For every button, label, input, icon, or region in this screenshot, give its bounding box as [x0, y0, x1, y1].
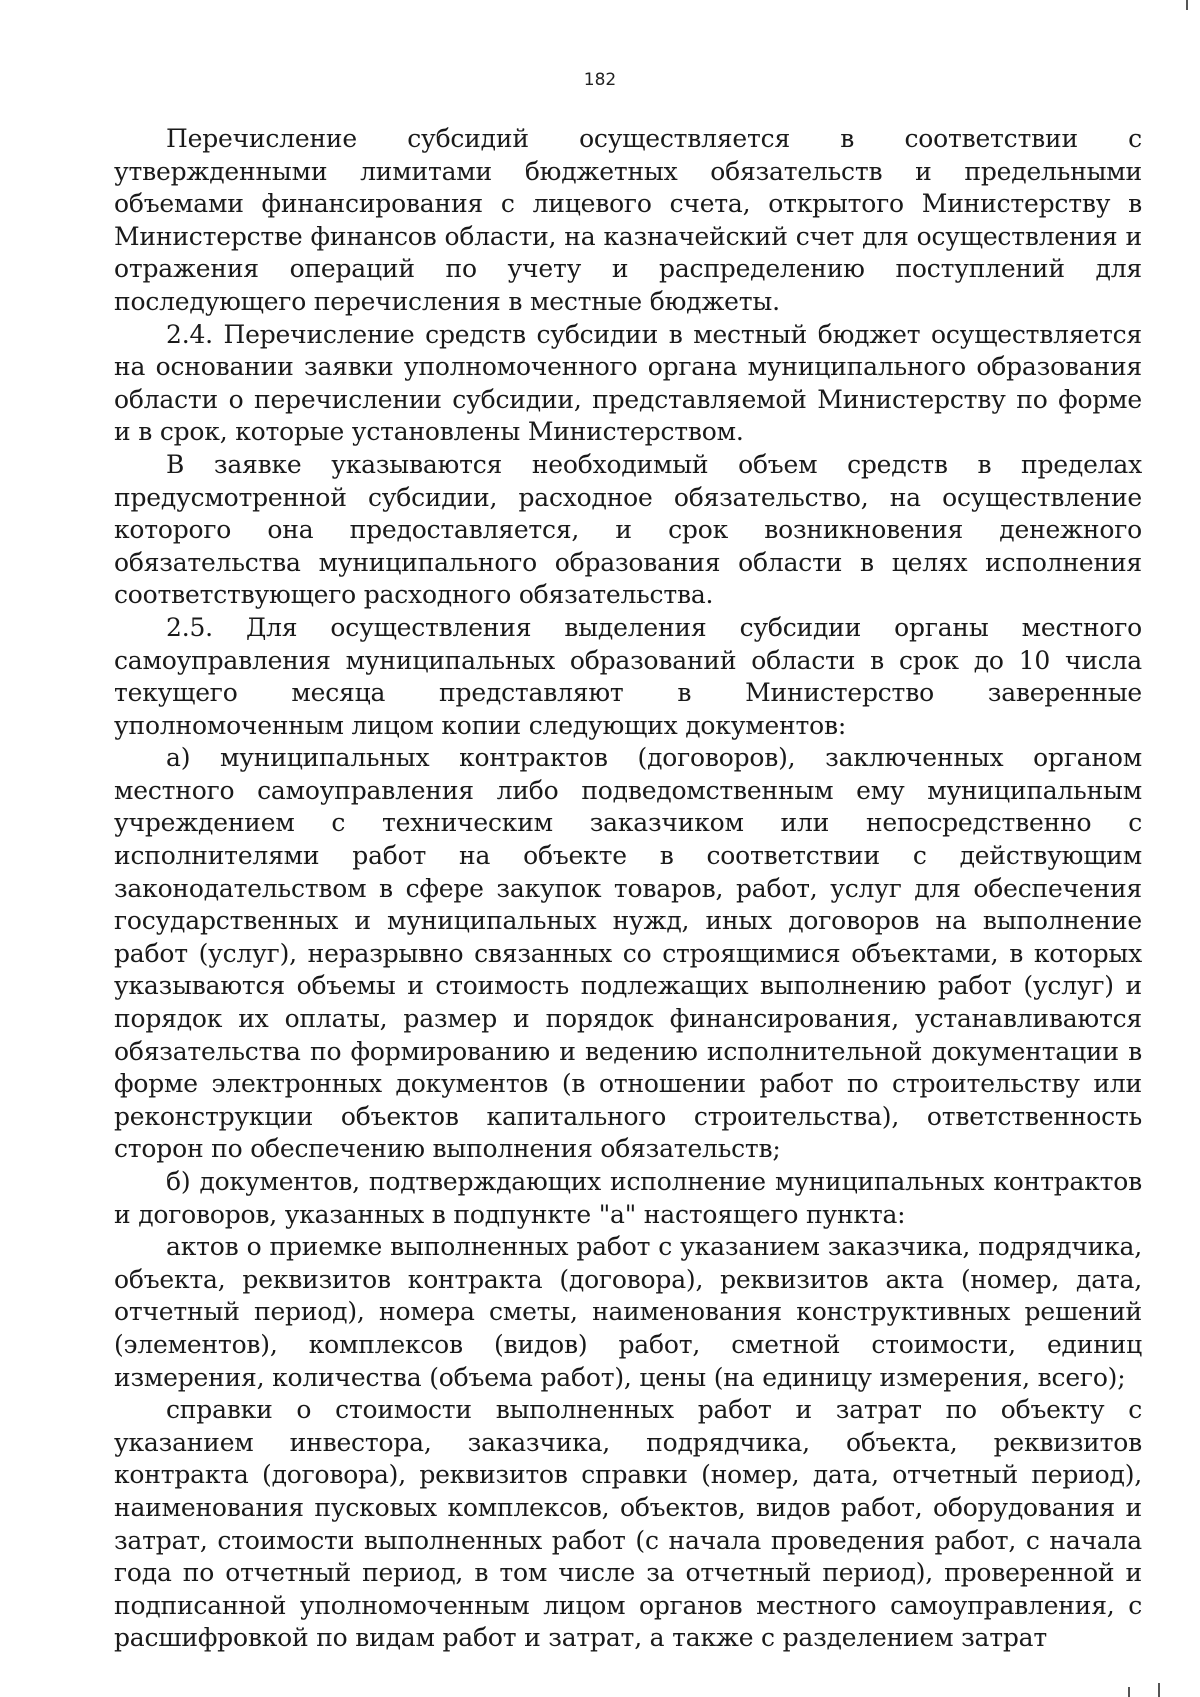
paragraph-acceptance-acts: актов о приемке выполненных работ с указанием заказчика, подрядчика, объекта, реквизитов контракта (договора), реквизитов акта (номер, дата, отчетный период), номера сметы, наименования конструктивных решений (элементов), комплексов (видов) работ, сметной стоимости, единиц измерения, количества (объема работ), цены (на единицу измерения, всего);	[114, 1232, 1142, 1392]
paragraph-item-a: а) муниципальных контрактов (договоров), заключенных органом местного самоуправления либо подведомственным ему муниципальным учреждением с техническим заказчиком или непосредственно с исполнителями работ на объекте в соответствии с действующим законодательством в сфере закупок товаров, работ, услуг для обеспечения государственных и муниципальных нужд, иных договоров на выполнение работ (услуг), неразрывно связанных со строящимися объектами, в которых указываются объемы и стоимость подлежащих выполнению работ (услуг) и порядок их оплаты, размер и порядок финансирования, устанавливаются обязательства по формированию и ведению исполнительной документации в форме электронных документов (в отношении работ по строительству или реконструкции объектов капитального строительства), ответственность сторон по обеспечению выполнения обязательств;	[114, 743, 1142, 1164]
paragraph-2-5: 2.5. Для осуществления выделения субсидии органы местного самоуправления муниципальных образований области в срок до 10 числа текущего месяца представляют в Министерство заверенные уполномоченным лицом копии следующих документов:	[114, 612, 1142, 740]
paragraph-application-content: В заявке указываются необходимый объем средств в пределах предусмотренной субсидии, расходное обязательство, на осуществление которого она предоставляется, и срок возникновения денежного обязательства муниципального образования области в целях исполнения соответствующего расходного обязательства.	[114, 449, 1142, 610]
scan-artifact	[1186, 0, 1188, 10]
scan-artifact	[1128, 1687, 1130, 1697]
document-body	[114, 123, 1142, 1655]
paragraph-2-4: 2.4. Перечисление средств субсидии в местный бюджет осуществляется на основании заявки уполномоченного органа муниципального образования области о перечислении субсидии, представляемой Министерству по форме и в срок, которые установлены Министерством.	[114, 319, 1142, 447]
paragraph-item-b: б) документов, подтверждающих исполнение муниципальных контрактов и договоров, указанных в подпункте "а" настоящего пункта:	[114, 1167, 1142, 1229]
scan-artifact	[1158, 1683, 1160, 1697]
page-number: 182	[583, 70, 617, 90]
paragraph-cost-certificate: справки о стоимости выполненных работ и затрат по объекту с указанием инвестора, заказчика, подрядчика, объекта, реквизитов контракта (договора), реквизитов справки (номер, дата, отчетный период), наименования пусковых комплексов, объектов, видов работ, оборудования и затрат, стоимости выполненных работ (с начала проведения работ, с начала года по отчетный период, в том числе за отчетный период), проверенной и подписанной уполномоченным лицом органов местного самоуправления, с расшифровкой по видам работ и затрат, а также с разделением затрат	[114, 1395, 1142, 1653]
paragraph-subsidy-transfer: Перечисление субсидий осуществляется в соответствии с утвержденными лимитами бюджетных обязательств и предельными объемами финансирования с лицевого счета, открытого Министерству в Министерстве финансов области, на казначейский счет для осуществления и отражения операций по учету и распределению поступлений для последующего перечисления в местные бюджеты.	[114, 124, 1142, 316]
